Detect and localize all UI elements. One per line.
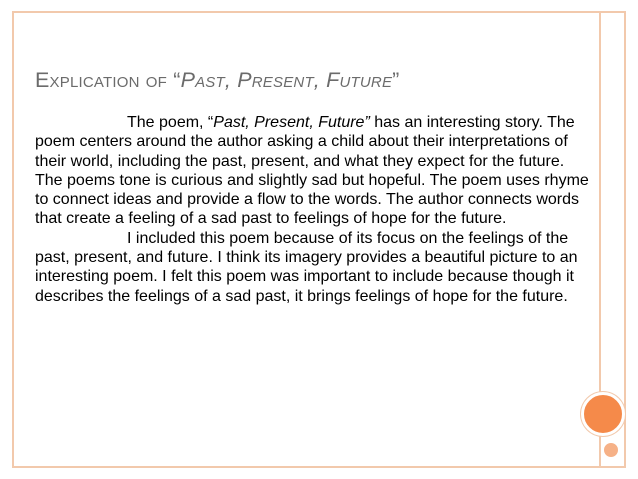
slide-body — [35, 113, 593, 306]
title-prefix: Explication of “ — [35, 68, 181, 92]
title-poem-name: Past, Present, Future — [180, 68, 393, 92]
paragraph-1-poem-name: Past, Present, Future” — [213, 114, 370, 131]
frame-left-border — [12, 11, 14, 468]
slide-title — [35, 60, 595, 100]
paragraph-2-text: I included this poem because of its focus on the feelings of the past, present, and future. I think its imagery provides a beautiful picture to an interesting poem. I felt this poem was important to include because though it describes the feelings of a sad past, it brings feelings of hope for the future. — [35, 229, 578, 305]
frame-top-border — [12, 11, 626, 13]
accent-circle-large — [581, 392, 625, 436]
paragraph-2 — [35, 229, 593, 306]
title-suffix: ” — [392, 68, 400, 92]
accent-circle-small — [602, 441, 620, 459]
frame-right-border — [624, 11, 626, 468]
paragraph-1-intro: The poem, “ — [127, 114, 214, 131]
paragraph-1 — [35, 113, 593, 229]
paragraph-1-rest: has an interesting story. The poem centers around the author asking a child about their interpretations of their world, including the past, present, and what they expect for the future. The poems tone is curious and slightly sad but hopeful. The poem uses rhyme to connect ideas and provide a flow to the words. The author connects words that create a feeling of a sad past to feelings of hope for the future. — [35, 114, 589, 228]
frame-bottom-border — [12, 466, 626, 468]
